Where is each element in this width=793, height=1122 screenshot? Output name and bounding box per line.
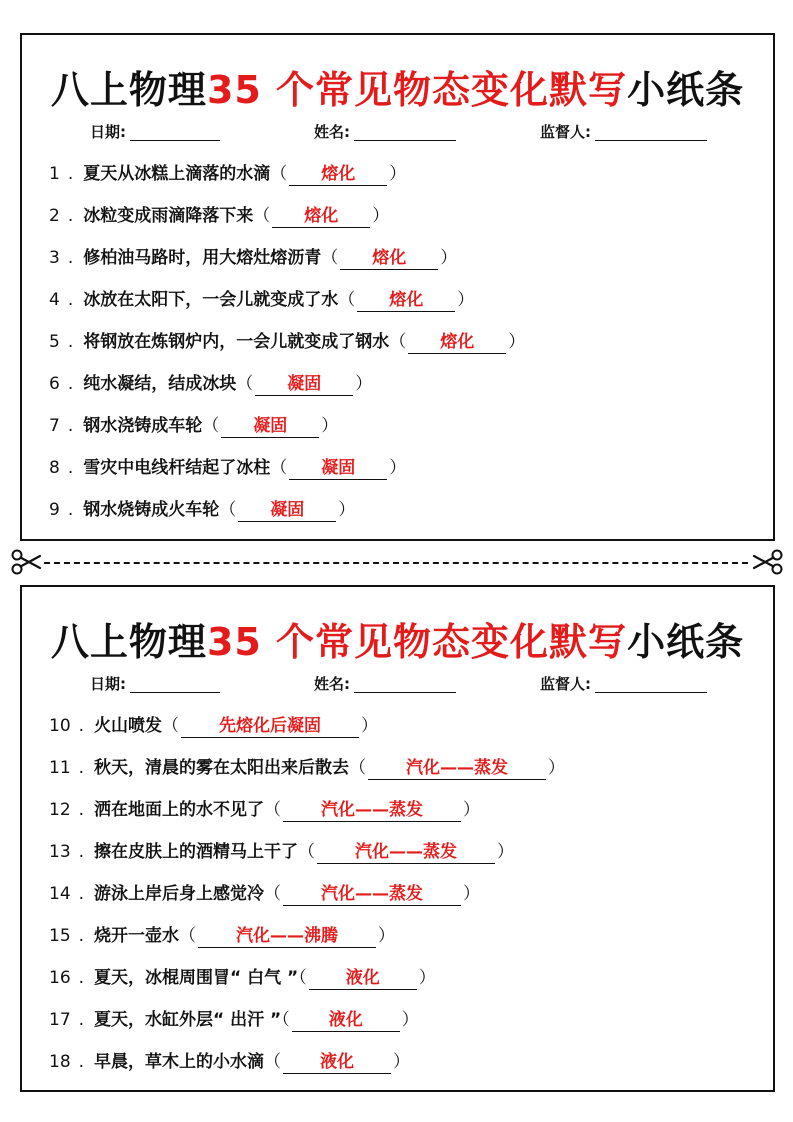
- paren-open: （: [270, 458, 288, 478]
- paren-open: （: [264, 884, 282, 904]
- number-dot: .: [67, 458, 74, 478]
- question-number: 17: [49, 1010, 71, 1030]
- paren-open: （: [202, 416, 220, 436]
- question-number: 7: [49, 416, 60, 436]
- question-row: [22, 831, 773, 873]
- paren-open: （: [264, 1052, 282, 1072]
- date-field[interactable]: [90, 673, 220, 694]
- question-row: [22, 321, 773, 363]
- question-row: [22, 153, 773, 195]
- answer-blank[interactable]: 汽化——沸腾: [198, 925, 376, 948]
- paren-close: ）: [355, 374, 373, 394]
- supervisor-blank[interactable]: [595, 676, 707, 693]
- answer-blank[interactable]: 液化: [283, 1051, 391, 1074]
- answer-blank[interactable]: 凝固: [255, 373, 353, 396]
- question-text: 夏天，冰棍周围冒“ 白气 ”: [94, 968, 299, 988]
- question-row: [22, 405, 773, 447]
- question-number: 1: [49, 164, 60, 184]
- supervisor-label: 监督人:: [540, 123, 591, 141]
- supervisor-field[interactable]: [540, 121, 707, 142]
- answer-blank[interactable]: 凝固: [289, 457, 387, 480]
- number-dot: .: [67, 500, 74, 520]
- question-row: [22, 873, 773, 915]
- date-label: 日期:: [90, 123, 126, 141]
- question-text: 秋天，清晨的雾在太阳出来后散去: [94, 758, 350, 778]
- date-blank[interactable]: [130, 124, 220, 141]
- name-label: 姓名:: [314, 675, 350, 693]
- question-text: 钢水浇铸成车轮: [83, 416, 203, 436]
- question-text: 游泳上岸后身上感觉冷: [94, 884, 265, 904]
- question-row: [22, 447, 773, 489]
- question-row: [22, 489, 773, 531]
- paren-close: ）: [463, 800, 481, 820]
- question-text: 钢水烧铸成火车轮: [83, 500, 220, 520]
- number-dot: .: [67, 248, 74, 268]
- question-row: [22, 705, 773, 747]
- answer-blank[interactable]: 凝固: [221, 415, 319, 438]
- paren-open: （: [298, 968, 307, 988]
- answer-blank[interactable]: 汽化——蒸发: [317, 841, 495, 864]
- paren-close: ）: [361, 716, 379, 736]
- answer-blank[interactable]: 熔化: [289, 163, 387, 186]
- paren-close: ）: [440, 248, 458, 268]
- number-dot: .: [78, 926, 85, 946]
- question-number: 18: [49, 1052, 71, 1072]
- question-number: 3: [49, 248, 60, 268]
- date-label: 日期:: [90, 675, 126, 693]
- paren-close: ）: [378, 926, 396, 946]
- question-number: 8: [49, 458, 60, 478]
- number-dot: .: [78, 1052, 85, 1072]
- question-text: 洒在地面上的水不见了: [94, 800, 265, 820]
- paren-open: （: [162, 716, 180, 736]
- question-text: 早晨，草木上的小水滴: [94, 1052, 265, 1072]
- question-number: 12: [49, 800, 71, 820]
- number-dot: .: [67, 164, 74, 184]
- number-dot: .: [78, 758, 85, 778]
- name-field[interactable]: [314, 673, 456, 694]
- number-dot: .: [78, 800, 85, 820]
- scissors-icon: [752, 546, 784, 578]
- number-dot: .: [78, 716, 85, 736]
- question-text: 冰粒变成雨滴降落下来: [83, 206, 254, 226]
- answer-blank[interactable]: 液化: [309, 967, 417, 990]
- number-dot: .: [67, 332, 74, 352]
- paren-open: （: [236, 374, 254, 394]
- meta-row: [22, 121, 773, 143]
- question-number: 16: [49, 968, 71, 988]
- question-number: 11: [49, 758, 71, 778]
- paren-open: （: [270, 164, 288, 184]
- question-row: [22, 957, 773, 999]
- supervisor-blank[interactable]: [595, 124, 707, 141]
- name-field[interactable]: [314, 121, 456, 142]
- answer-blank[interactable]: 凝固: [238, 499, 336, 522]
- worksheet-card-bottom: [20, 585, 775, 1092]
- paren-close: ）: [389, 164, 407, 184]
- answer-blank[interactable]: 熔化: [408, 331, 506, 354]
- question-row: [22, 747, 773, 789]
- paren-open: （: [281, 1010, 290, 1030]
- number-dot: .: [78, 884, 85, 904]
- name-blank[interactable]: [354, 676, 456, 693]
- paren-close: ）: [508, 332, 526, 352]
- question-text: 纯水凝结，结成冰块: [83, 374, 237, 394]
- title-part-black: 八上物理: [50, 68, 207, 112]
- paren-close: ）: [463, 884, 481, 904]
- paren-open: （: [179, 926, 197, 946]
- question-number: 13: [49, 842, 71, 862]
- paren-open: （: [338, 290, 356, 310]
- question-number: 9: [49, 500, 60, 520]
- question-list: [22, 705, 773, 1083]
- number-dot: .: [78, 1010, 85, 1030]
- paren-close: ）: [338, 500, 356, 520]
- question-row: [22, 363, 773, 405]
- question-number: 5: [49, 332, 60, 352]
- question-text: 夏天从冰糕上滴落的水滴: [83, 164, 271, 184]
- title-part-red: 35 个常见物态变化默写: [206, 620, 628, 664]
- paren-open: （: [253, 206, 271, 226]
- answer-blank[interactable]: 熔化: [340, 247, 438, 270]
- name-label: 姓名:: [314, 123, 350, 141]
- paren-open: （: [219, 500, 237, 520]
- paren-close: ）: [401, 1010, 419, 1030]
- question-text: 火山喷发: [94, 716, 163, 736]
- answer-blank[interactable]: 汽化——蒸发: [283, 799, 461, 822]
- answer-blank[interactable]: 液化: [292, 1009, 400, 1032]
- question-row: [22, 279, 773, 321]
- title-part-red: 35 个常见物态变化默写: [206, 68, 628, 112]
- number-dot: .: [78, 842, 85, 862]
- sheet-title: [22, 59, 773, 114]
- answer-blank[interactable]: 先熔化后凝固: [181, 715, 359, 738]
- paren-close: ）: [393, 1052, 411, 1072]
- answer-blank[interactable]: 汽化——蒸发: [283, 883, 461, 906]
- number-dot: .: [67, 206, 74, 226]
- supervisor-label: 监督人:: [540, 675, 591, 693]
- date-blank[interactable]: [130, 676, 220, 693]
- question-text: 冰放在太阳下，一会儿就变成了水: [83, 290, 339, 310]
- question-text: 雪灾中电线杆结起了冰柱: [83, 458, 271, 478]
- question-row: [22, 789, 773, 831]
- title-part-black: 八上物理: [50, 620, 207, 664]
- question-number: 14: [49, 884, 71, 904]
- answer-blank[interactable]: 熔化: [357, 289, 455, 312]
- number-dot: .: [78, 968, 85, 988]
- scissors-icon: [10, 546, 42, 578]
- question-text: 烧开一壶水: [94, 926, 180, 946]
- paren-close: ）: [548, 758, 566, 778]
- date-field[interactable]: [90, 121, 220, 142]
- supervisor-field[interactable]: [540, 673, 707, 694]
- paren-close: ）: [497, 842, 515, 862]
- question-row: [22, 1041, 773, 1083]
- paren-open: （: [264, 800, 282, 820]
- number-dot: .: [67, 290, 74, 310]
- paren-close: ）: [372, 206, 390, 226]
- title-part-black-end: 小纸条: [627, 68, 745, 112]
- number-dot: .: [67, 416, 74, 436]
- question-row: [22, 237, 773, 279]
- meta-row: [22, 673, 773, 695]
- paren-open: （: [298, 842, 316, 862]
- paren-close: ）: [457, 290, 475, 310]
- answer-blank[interactable]: 汽化——蒸发: [368, 757, 546, 780]
- question-number: 6: [49, 374, 60, 394]
- paren-open: （: [389, 332, 407, 352]
- dashed-cut-line: [44, 562, 748, 564]
- title-part-black-end: 小纸条: [627, 620, 745, 664]
- paren-close: ）: [418, 968, 436, 988]
- question-number: 2: [49, 206, 60, 226]
- question-row: [22, 915, 773, 957]
- question-text: 将钢放在炼钢炉内，一会儿就变成了钢水: [83, 332, 390, 352]
- paren-close: ）: [321, 416, 339, 436]
- answer-blank[interactable]: 熔化: [272, 205, 370, 228]
- question-row: [22, 195, 773, 237]
- question-text: 擦在皮肤上的酒精马上干了: [94, 842, 299, 862]
- paren-close: ）: [389, 458, 407, 478]
- question-row: [22, 999, 773, 1041]
- question-number: 15: [49, 926, 71, 946]
- number-dot: .: [67, 374, 74, 394]
- question-number: 10: [49, 716, 71, 736]
- paren-open: （: [349, 758, 367, 778]
- name-blank[interactable]: [354, 124, 456, 141]
- question-text: 修柏油马路时，用大熔灶熔沥青: [83, 248, 322, 268]
- question-number: 4: [49, 290, 60, 310]
- question-list: [22, 153, 773, 531]
- worksheet-card-top: [20, 33, 775, 541]
- question-text: 夏天，水缸外层“ 出汗 ”: [94, 1010, 282, 1030]
- sheet-title: [22, 611, 773, 666]
- paren-open: （: [321, 248, 339, 268]
